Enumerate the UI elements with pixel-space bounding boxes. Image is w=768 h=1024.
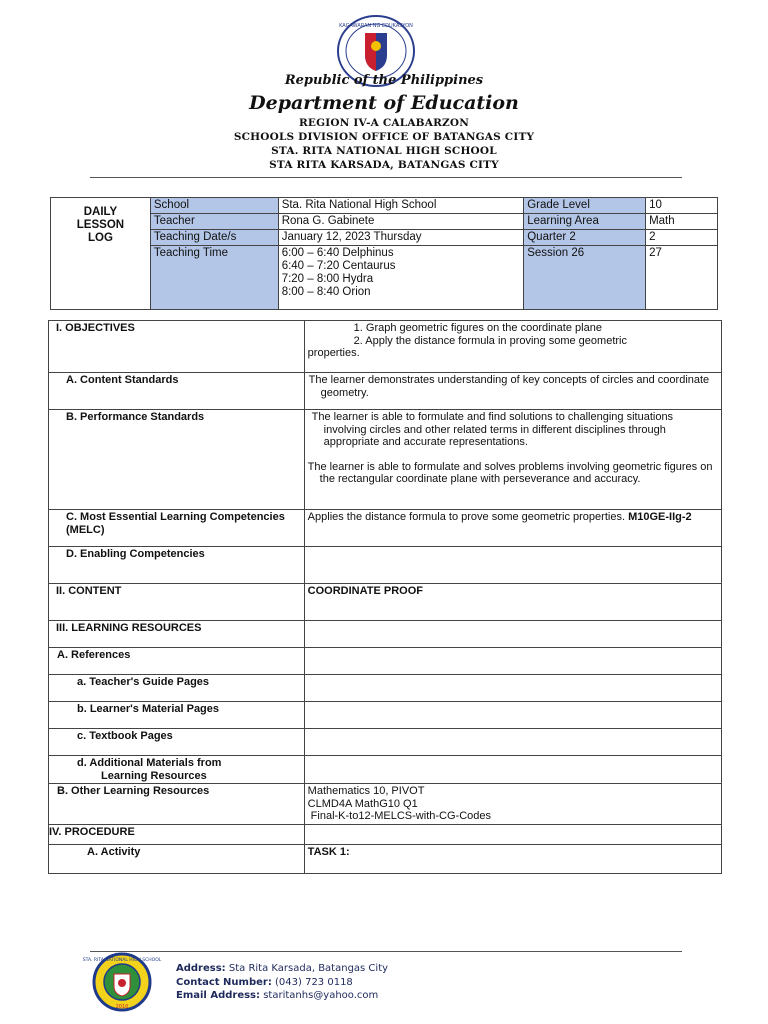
- region-heading: REGION IV-A CALABARZON: [298, 117, 470, 129]
- enabling-competencies-label: D. Enabling Competencies: [49, 547, 305, 584]
- grade-level-value: 10: [646, 198, 718, 214]
- contact-label: Contact Number:: [176, 976, 272, 988]
- additional-materials-value: [304, 756, 721, 784]
- school-label: School: [150, 198, 278, 214]
- address-label: Address:: [176, 963, 226, 974]
- other-resources-label: B. Other Learning Resources: [49, 784, 305, 825]
- learning-area-value: Math: [646, 214, 718, 230]
- division-heading: SCHOOLS DIVISION OFFICE OF BATANGAS CITY: [233, 131, 535, 143]
- learning-resources-label: III. LEARNING RESOURCES: [49, 621, 305, 648]
- additional-materials-label: d. Additional Materials from Learning Resources: [49, 756, 305, 784]
- quarter-value: 2: [646, 230, 718, 246]
- school-value: Sta. Rita National High School: [278, 198, 524, 214]
- session-value: 27: [646, 246, 718, 310]
- teaching-date-label: Teaching Date/s: [150, 230, 278, 246]
- school-seal-logo: [82, 952, 162, 1012]
- address-heading: STA RITA KARSADA, BATANGAS CITY: [269, 159, 499, 171]
- textbook-pages-label: c. Textbook Pages: [49, 729, 305, 756]
- procedure-label: IV. PROCEDURE: [49, 824, 305, 844]
- references-value: [304, 648, 721, 675]
- objectives-value: 1. Graph geometric figures on the coordinate plane 2. Apply the distance formula in proving some geometric properties.: [304, 321, 721, 373]
- objectives-label: I. OBJECTIVES: [49, 321, 305, 373]
- content-standards-label: A. Content Standards: [49, 373, 305, 410]
- footer: [82, 952, 690, 1012]
- learners-material-value: [304, 702, 721, 729]
- learners-material-label: b. Learner's Material Pages: [49, 702, 305, 729]
- teachers-guide-value: [304, 675, 721, 702]
- header-divider: [90, 177, 682, 178]
- teachers-guide-label: a. Teacher's Guide Pages: [49, 675, 305, 702]
- performance-standards-value: The learner is able to formulate and find solutions to challenging situations involving circles and other related terms in different disciplines through appropriate and accurate representations. The learner is able to formulate and solves problems involving geometric figures on the rectangular coordinate plane with perseverance and accuracy.: [304, 410, 721, 510]
- teaching-date-value: January 12, 2023 Thursday: [278, 230, 524, 246]
- melc-code: M10GE-IIg-2: [628, 511, 692, 523]
- content-value: COORDINATE PROOF: [304, 584, 721, 621]
- teaching-time-value: 6:00 – 6:40 Delphinus 6:40 – 7:20 Centaurus 7:20 – 8:00 Hydra 8:00 – 8:40 Orion: [278, 246, 524, 310]
- daily-lesson-log-title: DAILY LESSON LOG: [51, 198, 151, 310]
- address-value: Sta Rita Karsada, Batangas City: [228, 963, 389, 974]
- footer-contact-info: [176, 962, 388, 1003]
- enabling-competencies-value: [304, 547, 721, 584]
- lesson-log-info-table: [50, 197, 718, 310]
- seal-text: KAGAWARAN NG EDUKASYON: [339, 23, 413, 29]
- references-label: A. References: [49, 648, 305, 675]
- email-value: staritanhs@yahoo.com: [263, 990, 379, 1001]
- learning-area-label: Learning Area: [524, 214, 646, 230]
- textbook-pages-value: [304, 729, 721, 756]
- teaching-time-label: Teaching Time: [150, 246, 278, 310]
- teacher-label: Teacher: [150, 214, 278, 230]
- contact-value: (043) 723 0118: [275, 976, 353, 988]
- melc-value: Applies the distance formula to prove some geometric properties. M10GE-IIg-2: [304, 510, 721, 547]
- teacher-value: Rona G. Gabinete: [278, 214, 524, 230]
- department-heading: Department of Education: [249, 92, 519, 114]
- learning-resources-value: [304, 621, 721, 648]
- activity-label: A. Activity: [49, 844, 305, 873]
- content-standards-value: The learner demonstrates understanding of key concepts of circles and coordinate geometry.: [304, 373, 721, 410]
- performance-standards-label: B. Performance Standards: [49, 410, 305, 510]
- other-resources-value: Mathematics 10, PIVOT CLMD4A MathG10 Q1 Final-K-to12-MELCS-with-CG-Codes: [304, 784, 721, 825]
- quarter-label: Quarter 2: [524, 230, 646, 246]
- email-label: Email Address:: [176, 990, 261, 1001]
- lesson-plan-table: [48, 320, 722, 874]
- grade-level-label: Grade Level: [524, 198, 646, 214]
- session-label: Session 26: [524, 246, 646, 310]
- procedure-value: [304, 824, 721, 844]
- republic-heading: Republic of the Philippines: [284, 73, 484, 88]
- school-heading: STA. RITA NATIONAL HIGH SCHOOL: [271, 145, 497, 157]
- activity-value: TASK 1:: [304, 844, 721, 873]
- school-seal-year: 2010: [115, 1004, 129, 1010]
- content-label: II. CONTENT: [49, 584, 305, 621]
- school-seal-text: STA. RITA NATIONAL HIGH SCHOOL: [82, 958, 162, 963]
- melc-label: C. Most Essential Learning Competencies (MELC): [49, 510, 305, 547]
